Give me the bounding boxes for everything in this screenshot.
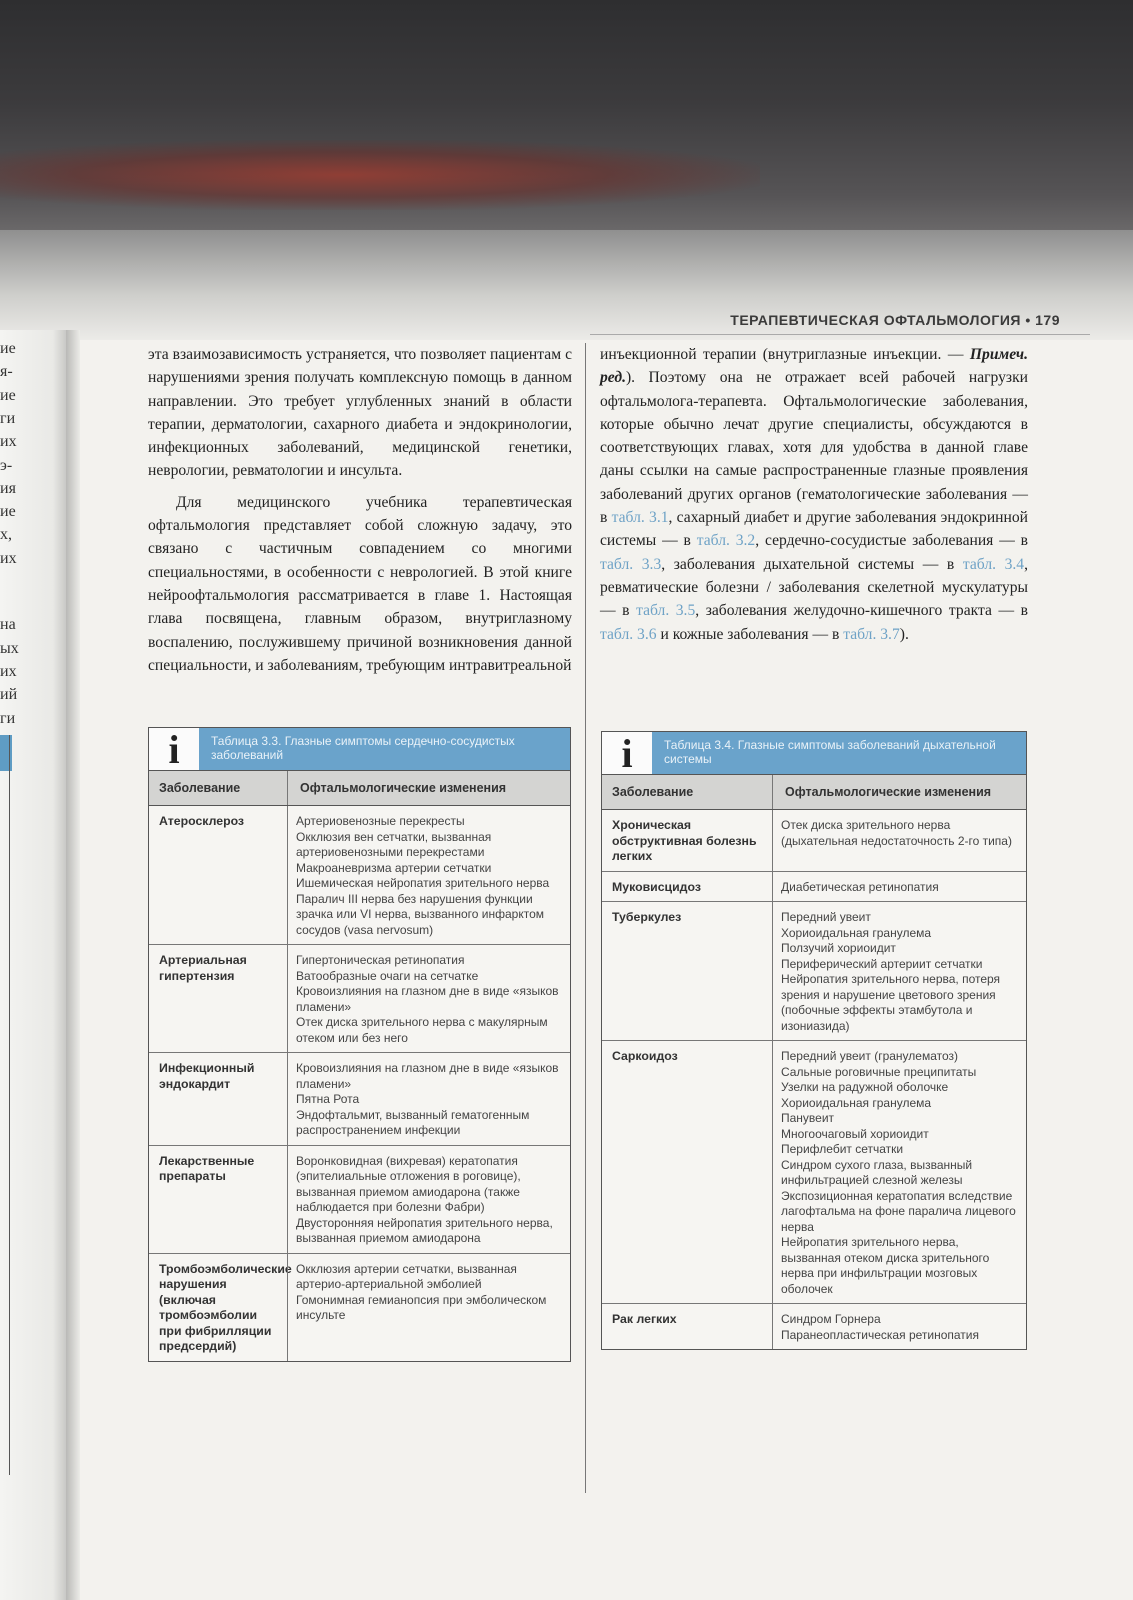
change-item: Отек диска зрительного нерва с макулярным отеком или без него: [296, 1015, 548, 1045]
disease-cell: Рак легких: [612, 1312, 677, 1326]
change-item: Синдром Горнера: [781, 1312, 881, 1326]
change-item: Многоочаговый хориоидит: [781, 1126, 929, 1141]
change-item: Синдром сухого глаза, вызванный инфильтрацией слезной железы: [781, 1157, 973, 1187]
table-row: [602, 1304, 1026, 1349]
changes-cell: [287, 1146, 570, 1253]
left-page-text-fragment: ия: [0, 479, 16, 497]
disease-cell: Атеросклероз: [159, 814, 245, 828]
change-item: Гомонимная гемианопсия при эмболическом инсульте: [296, 1292, 547, 1322]
change-item: Пятна Рота: [296, 1092, 360, 1106]
change-item: Макроаневризма артерии сетчатки: [296, 860, 492, 875]
table-reference-link[interactable]: табл. 3.6: [600, 625, 657, 643]
changes-cell: [772, 1041, 1026, 1303]
column-header-changes: Офтальмологические изменения: [287, 771, 570, 805]
table-reference-link[interactable]: табл. 3.5: [636, 602, 696, 620]
table-reference-link[interactable]: табл. 3.3: [600, 555, 662, 573]
disease-cell: Муковисцидоз: [612, 879, 701, 894]
table-reference-link[interactable]: табл. 3.1: [611, 509, 669, 527]
change-item: Экспозиционная кератопатия вследствие лагофтальма на фоне паралича лицевого нерва: [781, 1188, 1016, 1234]
change-item: Диабетическая ретинопатия: [781, 879, 939, 894]
change-item: Хориоидальная гранулема: [781, 925, 932, 940]
table-title: Таблица 3.3. Глазные симптомы сердечно-сосудистых заболеваний: [199, 728, 570, 770]
change-item: Ползучий хориоидит: [781, 941, 896, 955]
table-header: [149, 728, 570, 771]
right-text-column: [600, 343, 1028, 646]
table-reference-link[interactable]: табл. 3.2: [696, 532, 756, 550]
disease-cell: Тромбоэмболические нарушения (включая тромбоэмболии при фибрилляции предсердий): [159, 1261, 292, 1353]
table-column-headers: [602, 775, 1026, 810]
table-row: [149, 1254, 570, 1361]
left-page-text-fragment: ий: [0, 686, 18, 704]
change-item: Хориоидальная гранулема: [781, 1095, 932, 1110]
table-row: [149, 806, 570, 945]
change-item: Окклюзия вен сетчатки, вызванная артериовенозными перекрестами: [296, 829, 492, 859]
left-page-text-fragment: ых: [0, 639, 19, 657]
change-item: Нейропатия зрительного нерва, потеря зрения и нарушение цветового зрения (побочные эффекты этамбутола и изониазида): [781, 972, 1001, 1033]
table-header: [602, 732, 1026, 775]
changes-cell: [287, 1254, 570, 1361]
change-item: Отек диска зрительного нерва (дыхательная недостаточность 2-го типа): [781, 818, 1012, 848]
left-text-column: [148, 343, 572, 677]
change-item: Кровоизлияния на глазном дне в виде «языков пламени»: [296, 1061, 559, 1091]
left-page-text-fragment: э-: [0, 456, 13, 474]
changes-cell: [772, 1304, 1026, 1349]
change-item: Передний увеит: [781, 910, 871, 924]
change-item: Перифлебит сетчатки: [781, 1142, 904, 1156]
change-item: Паралич III нерва без нарушения функции зрачка или VI нерва, вызванного инфарктом сосудов (vasa nervosum): [296, 891, 545, 937]
left-page-text-fragment: ги: [0, 709, 16, 727]
finger-blur: [0, 140, 760, 210]
left-table-border-fragment: [9, 735, 10, 1475]
change-item: Узелки на радужной оболочке: [781, 1080, 949, 1094]
table-3-4: [601, 731, 1027, 1350]
paragraph: инъекционной терапии (внутриглазные инъекции. — Примеч. ред.). Поэтому она не отражает всей рабочей нагрузки офтальмолога-терапевта. Офтальмологические заболевания, которые обычно лечат другие специалисты, обсуждаются в соответствующих главах, хотя для удобства в данной главе даны ссылки на самые распространенные глазные проявления заболеваний других органов (гематологические заболевания — в табл. 3.1, сахарный диабет и другие заболевания эндокринной системы — в табл. 3.2, сердечно-сосудистые заболевания — в табл. 3.3, заболевания дыхательной системы — в табл. 3.4, ревматические болезни / заболевания скелетной мускулатуры — в табл. 3.5, заболевания желудочно-кишечного тракта — в табл. 3.6 и кожные заболевания — в табл. 3.7).: [600, 346, 1029, 643]
book-gutter: [66, 330, 80, 1600]
running-head: ТЕРАПЕВТИЧЕСКАЯ ОФТАЛЬМОЛОГИЯ • 179: [730, 312, 1060, 328]
change-item: Воронковидная (вихревая) кератопатия (эпителиальные отложения в роговице), вызванная приемом амиодарона (также наблюдается при болезни Фабри): [296, 1153, 521, 1214]
change-item: Артериовенозные перекресты: [296, 814, 465, 828]
table-column-headers: [149, 771, 570, 806]
table-body: [602, 810, 1026, 1349]
table-3-3: [148, 727, 571, 1362]
left-table-header-fragment: [0, 735, 12, 771]
info-icon: i: [149, 728, 199, 770]
paragraph: эта взаимозависимость устраняется, что позволяет пациентам с нарушениями зрения получать комплексную помощь в данном направлении. Это требует углубленных знаний в области терапии, дерматологии, сахарного диабета и эндокринологии, инфекционных заболеваний, медицинской генетики, неврологии, ревматологии и инсульта.: [148, 346, 572, 480]
paragraph: Для медицинского учебника терапевтическая офтальмология представляет собой сложную задачу, это связано с частичным совпадением со многими специальностями, в особенности с неврологией. В этой книге нейроофтальмология рассматривается в главе 1. Настоящая глава посвящена, главным образом, внутриглазному воспалению, послужившему причиной возникновения данной специальности, и заболеваниям, требующим интравитреальной: [148, 493, 572, 674]
disease-cell: Хроническая обструктивная болезнь легких: [612, 818, 757, 863]
left-page-text-fragment: х,: [0, 526, 12, 544]
table-row: [602, 902, 1026, 1041]
change-item: Паранеопластическая ретинопатия: [781, 1327, 979, 1342]
column-header-disease: Заболевание: [612, 785, 694, 799]
running-head-rule: [590, 334, 1090, 335]
change-item: Ватообразные очаги на сетчатке: [296, 968, 479, 983]
change-item: Передний увеит (гранулематоз): [781, 1049, 959, 1063]
disease-cell: Инфекционный эндокардит: [159, 1061, 255, 1091]
change-item: Панувеит: [781, 1111, 835, 1125]
left-page-text-fragment: я-: [0, 363, 13, 381]
left-page-text-fragment: на: [0, 616, 16, 634]
change-item: Ишемическая нейропатия зрительного нерва: [296, 876, 550, 890]
table-row: [602, 1041, 1026, 1304]
table-title: Таблица 3.4. Глазные симптомы заболеваний дыхательной системы: [652, 732, 1026, 774]
table-reference-link[interactable]: табл. 3.7: [843, 625, 900, 643]
change-item: Кровоизлияния на глазном дне в виде «языков пламени»: [296, 984, 559, 1014]
info-icon: i: [602, 732, 652, 774]
editor-note: Примеч. ред.: [600, 346, 1028, 387]
change-item: Двусторонняя нейропатия зрительного нерва, вызванная приемом амиодарона: [296, 1215, 553, 1245]
left-page-text-fragment: ие: [0, 386, 16, 404]
change-item: Нейропатия зрительного нерва, вызванная отеком диска зрительного нерва при инфильтрации мозговых оболочек: [781, 1235, 990, 1296]
changes-cell: [287, 806, 570, 944]
changes-cell: [287, 1053, 570, 1145]
left-page-text-fragment: их: [0, 662, 17, 680]
left-page-edge: [0, 330, 66, 1600]
table-row: [149, 945, 570, 1053]
left-page-text-fragment: ги: [0, 409, 16, 427]
table-row: [602, 872, 1026, 903]
changes-cell: [287, 945, 570, 1052]
left-page-text-fragment: их: [0, 433, 17, 451]
table-row: [149, 1146, 570, 1254]
disease-cell: Лекарственные препараты: [159, 1153, 255, 1183]
table-body: [149, 806, 570, 1361]
left-page-text-fragment: ие: [0, 503, 16, 521]
column-header-disease: Заболевание: [159, 781, 241, 795]
change-item: Окклюзия артерии сетчатки, вызванная артерио-артериальной эмболией: [296, 1261, 517, 1291]
table-reference-link[interactable]: табл. 3.4: [962, 555, 1025, 573]
disease-cell: Артериальная гипертензия: [159, 953, 247, 983]
disease-cell: Саркоидоз: [612, 1049, 678, 1063]
changes-cell: [772, 810, 1026, 871]
disease-cell: Туберкулез: [612, 910, 682, 924]
table-row: [602, 810, 1026, 872]
changes-cell: [772, 872, 1026, 902]
column-header-changes: Офтальмологические изменения: [772, 775, 1026, 809]
change-item: Эндофтальмит, вызванный гематогенным распространением инфекции: [296, 1107, 530, 1137]
change-item: Сальные роговичные преципитаты: [781, 1064, 977, 1079]
left-page-text-fragment: их: [0, 549, 17, 567]
table-row: [149, 1053, 570, 1146]
column-divider: [585, 343, 586, 1493]
change-item: Гипертоническая ретинопатия: [296, 953, 465, 967]
changes-cell: [772, 902, 1026, 1040]
left-page-text-fragment: ие: [0, 340, 16, 357]
change-item: Периферический артериит сетчатки: [781, 956, 983, 971]
